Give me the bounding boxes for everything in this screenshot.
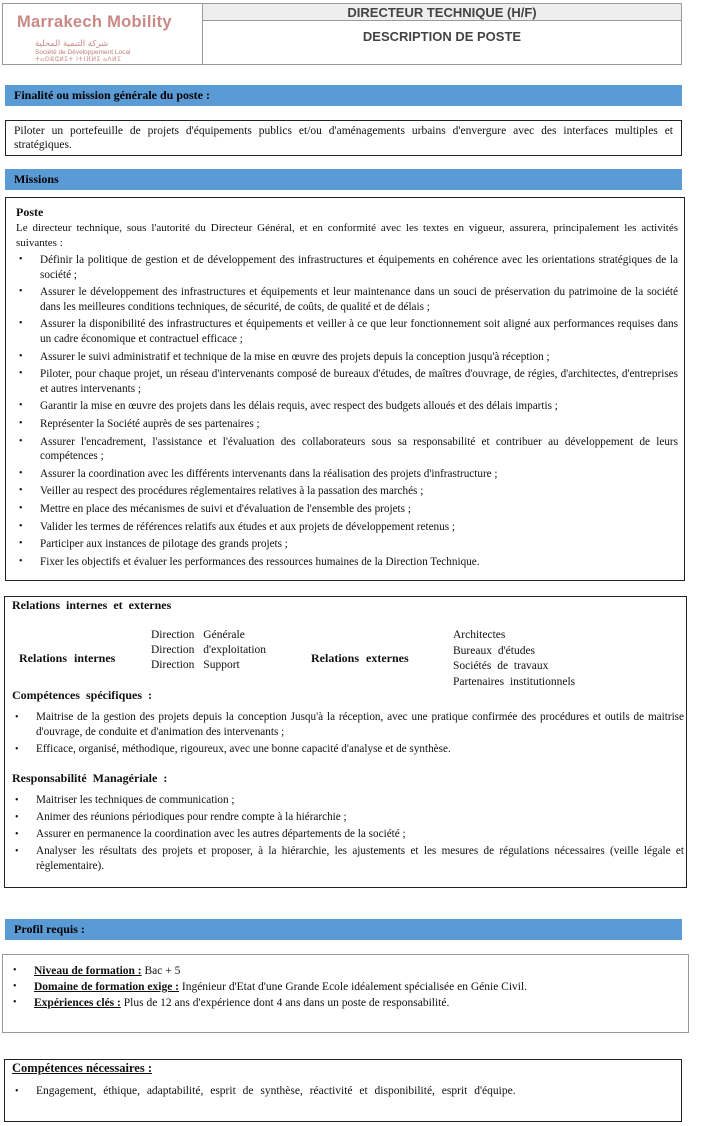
document-header	[2, 3, 682, 65]
profil-value: Plus de 12 ans d'expérience dont 4 ans dans un poste de responsabilité.	[123, 997, 450, 1009]
profil-item	[10, 995, 680, 1011]
mission-item: • Représenter la Société auprès de ses partenaires ;	[16, 417, 678, 432]
relations-internal-list	[151, 628, 266, 673]
relations-competences-box	[4, 596, 687, 888]
logo-arabic-text: شركة التنمية المحلية	[35, 39, 109, 49]
competence-item: • Maitrise de la gestion des projets depuis la conception Jusqu'à la réception, avec une pratique confirmée des procédures et outils de maitrise d'ouvrage, de conduite et d'animation des intervenants ;	[12, 710, 684, 740]
mission-item: • Définir la politique de gestion et de développement des infrastructures et équipements en cohérence avec les orientations stratégiques de la société ;	[16, 253, 678, 282]
missions-heading: Missions	[5, 169, 682, 190]
responsabilite-item: • Assurer en permanence la coordination avec les autres départements de la société ;	[12, 827, 684, 842]
mission-item: • Assurer le suivi administratif et technique de la mise en œuvre des projets depuis la conception jusqu'à réception ;	[16, 350, 678, 365]
finalite-heading: Finalité ou mission générale du poste :	[5, 85, 682, 106]
profil-list	[10, 963, 680, 1011]
mission-item: • Assurer l'encadrement, l'assistance et l'évaluation des collaborateurs sous sa responsabilité et contribuer au développement de leurs compétences ;	[16, 435, 678, 464]
logo-tifinagh-text: ⵜⴰⵙⵓⵛⵍⵉⵜ ⵏⵜⵏⴼⵍⵉ ⴰⴷⵍⵉ	[35, 56, 122, 63]
competences-necessaires-heading: Compétences nécessaires :	[12, 1061, 153, 1075]
mission-item: • Assurer la disponibilité des infrastructures et équipements et veiller à ce que leur fonctionnement soit aligné aux performances requises dans un cadre économique et contractuel efficace ;	[16, 317, 678, 346]
relation-external-item: Sociétés de travaux	[453, 660, 549, 672]
relations-external-label: Relations externes	[311, 651, 409, 665]
profil-item	[10, 963, 680, 979]
relations-internal-label: Relations internes	[19, 651, 116, 665]
relation-internal-item: Direction Support	[151, 659, 240, 671]
relation-external-item: Architectes	[453, 629, 506, 641]
responsabilite-item: • Maitriser les techniques de communication ;	[12, 793, 684, 808]
mission-item: • Assurer la coordination avec les différents intervenants dans la réalisation des projets d'infrastructure ;	[16, 467, 678, 482]
profil-label: Domaine de formation exige :	[34, 981, 179, 993]
mission-item: • Participer aux instances de pilotage des grands projets ;	[16, 537, 678, 552]
responsabilite-item: • Animer des réunions périodiques pour rendre compte à la hiérarchie ;	[12, 810, 684, 825]
mission-item: • Assurer le développement des infrastructures et équipements et leur maintenance dans un souci de préservation du patrimoine de la société dans les meilleures conditions techniques, de sécurité, de coûts, de qualité et de délais ;	[16, 285, 678, 314]
mission-item: • Piloter, pour chaque projet, un réseau d'intervenants composé de bureaux d'études, de maîtres d'ouvrage, de régies, d'architectes, d'entreprises et autres intervenants ;	[16, 367, 678, 396]
missions-list	[16, 253, 678, 569]
finalite-text: Piloter un portefeuille de projets d'équipements publics et/ou d'aménagements urbains d'envergure avec des interfaces multiples et stratégiques.	[14, 125, 673, 151]
relations-external-list	[453, 628, 575, 690]
mission-item: • Garantir la mise en œuvre des projets dans les délais requis, avec respect des budgets alloués et des délais impartis ;	[16, 399, 678, 414]
profil-label: Niveau de formation :	[34, 965, 142, 977]
relation-internal-item: Direction d'exploitation	[151, 644, 267, 656]
logo-name: Marrakech Mobility	[17, 13, 172, 31]
job-title: DIRECTEUR TECHNIQUE (H/F)	[203, 4, 681, 21]
profil-box	[2, 954, 689, 1033]
profil-value: Bac + 5	[144, 965, 181, 977]
document-type: DESCRIPTION DE POSTE	[362, 29, 522, 44]
mission-item: • Veiller au respect des procédures réglementaires relatives à la passation des marchés ;	[16, 484, 678, 499]
mission-item: • Valider les termes de références relatifs aux études et aux projets de développement retenus ;	[16, 520, 678, 535]
company-logo	[3, 4, 203, 64]
poste-label: Poste	[16, 205, 44, 219]
responsabilite-list	[12, 793, 684, 874]
competences-necessaires-box	[4, 1059, 682, 1122]
competence-item: • Efficace, organisé, méthodique, rigoureux, avec une bonne capacité d'analyse et de synthèse.	[12, 742, 684, 757]
profil-heading: Profil requis :	[5, 919, 682, 940]
relation-external-item: Bureaux d'études	[453, 644, 536, 657]
title-cell	[203, 4, 681, 64]
missions-box	[5, 197, 685, 581]
missions-intro: Le directeur technique, sous l'autorité du Directeur Général, et en conformité avec les textes en vigueur, assurera, principalement les activités suivantes :	[16, 222, 678, 249]
competences-necessaires-list	[12, 1084, 652, 1099]
responsabilite-item: • Analyser les résultats des projets et proposer, à la hiérarchie, les ajustements et les mesures de régulations nécessaires (veille légale et règlementaire).	[12, 844, 684, 874]
logo-subtitle: Société de Développement Local	[35, 49, 131, 56]
competences-specifiques-list	[12, 710, 684, 757]
responsabilite-heading: Responsabilité Managériale :	[12, 771, 168, 785]
profil-item	[10, 979, 680, 995]
mission-item: • Mettre en place des mécanismes de suivi et d'évaluation de l'ensemble des projets ;	[16, 502, 678, 517]
profil-label: Expériences clés :	[34, 997, 121, 1009]
finalite-box	[5, 120, 682, 156]
competences-specifiques-heading: Compétences spécifiques :	[12, 688, 152, 702]
relation-external-item: Partenaires institutionnels	[453, 675, 576, 688]
relation-internal-item: Direction Générale	[151, 629, 245, 641]
profil-value: Ingénieur d'Etat d'une Grande Ecole idéalement spécialisée en Génie Civil.	[181, 981, 528, 993]
relations-heading: Relations internes et externes	[12, 598, 172, 612]
competence-necessaire-item: • Engagement, éthique, adaptabilité, esprit de synthèse, réactivité et disponibilité, esprit d'équipe.	[12, 1084, 652, 1099]
mission-item: • Fixer les objectifs et évaluer les performances des ressources humaines de la Direction Technique.	[16, 555, 678, 570]
